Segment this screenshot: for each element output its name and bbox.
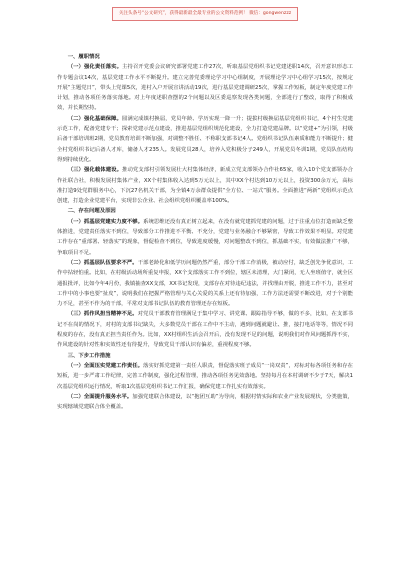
paragraph xyxy=(57,309,353,350)
paragraph xyxy=(57,392,353,413)
section-heading: 三、下步工作措施 xyxy=(67,352,111,359)
paragraph-lead: （一）强化责任落实。 xyxy=(67,64,123,71)
paragraph-lead: （三）强化载体建设。 xyxy=(67,167,123,174)
paragraph-lead: （三）抓作风担当精神不足。 xyxy=(67,311,138,318)
paragraph-text: 系统思维还没有真正树立起来，在没有就党建抓党建的问题，过于注重点位打造而缺乏整体推进，党建责任落实不到位，导致部分工作推进不平衡、不充分，党建与业务融合不够紧密，导致工作效果不明显。对党建工作存在“重部署、轻落实”的现象，督促检查不到位，导致进度缓慢，对问题整改不到位，抓基础不实，有效做法推广不够，争取项目不足。 xyxy=(57,218,353,256)
paragraph xyxy=(57,217,353,258)
promo-banner[interactable]: 关注头条号“公文研究”，获得最新最全最专业的公文资料范例！ 微信：gongwenzzz xyxy=(112,7,298,21)
paragraph xyxy=(57,62,353,113)
paragraph-text: 推动党支部村引领发展壮大村集体经济，新成立党支部领办合作社65家，收入10个党支部领办合作社联合社，积极发展村集体产业，XX个村集体收入达到5万元以上，其中XX个村达到10万元以上，投资300余万元，高标准打造9处党群服务中心，下沉27名机关干部，为全镇4万余群众提供“全方位、一站式”服务。全面推进“两新”党组织示范点创建，打造企业党建平台，实现非公企业、社会组织党组织覆盖率100%。 xyxy=(57,167,353,205)
section-heading: 二、存在问题及原因 xyxy=(67,208,116,215)
paragraph-lead: （二）全面提升服务水平。 xyxy=(67,393,133,400)
paragraph-text: 落实好抓党建第一责任人职责，督促落实班子成员“一岗双责”，对标对标各项任务和存在短板，进一步严肃工作纪律，完善工作制度，强化过程管理，推动各项任务见效落地。坚持每月在本村调研不少于7天，解决1次基层党组织运行情况，听取1次基层党组织书记工作汇报，确保党建工作扎实有效落实。 xyxy=(57,362,353,390)
paragraph-text: 圆满完成镇村换届，党员年龄、学历实现一降一升；提拔村级换届基层党组织书记，4个村生党建示范工作，配备党建专干；探索党建示范点建设，推进基层党组织规范化建设，全力打造党建品牌。以“党建+”为引领，村级后备干部培训班2期，党员教育培训不断加强，对调整不胜任、不称职支部书记4人。党组织书记队伍素质和能力不断提升；健全村党组织书记后备人才库，储备人才235人。发展党员28人，培养入党积极分子249人，开展党员冬训1期，党员队伍结构得到持续优化。 xyxy=(57,115,353,163)
paragraph xyxy=(57,258,353,309)
paragraph xyxy=(57,361,353,392)
paragraph-lead: （二）强化基础保障。 xyxy=(67,115,122,122)
section-heading: 一、履职情况 xyxy=(67,54,100,60)
paragraph xyxy=(57,114,353,165)
paragraph-text: 对党员干部教育管理满足于集中学习、讲党课、跟踪指导不够，做的不多，比如，在支部书记不在岗的情况下，对村的支部书记缺失，大多数党员干部在工作中不主动，遇到问题就避让、推，接打电话等等，情况不同程度的存在，没有真正担当责任作为。比如，XX村组织生活会召开后，没有发现不足的问题，说明我们对作风问题抓得不实，作风建设的针对性和实效性还有待提升，导致党员干部认识有偏差，重视程度不够。 xyxy=(57,311,354,349)
paragraph-text: 加强党建联合体建设，以“抱团互助”为导向，根据村情实际和农业产业发展现状，分类施策，实现辖域党建联合体全覆盖。 xyxy=(57,393,353,411)
paragraph-lead: （二）抓基层队伍要求不严。 xyxy=(67,259,138,266)
paragraph-lead: （一）抓基层党建实力度不够。 xyxy=(67,218,144,225)
paragraph-text: 干部老龄化和低学历问题仍然严重，部分干部工作消极，被动应付，缺乏创先争优意识，工作中拈轻怕重。比如，在村级活动场所重复申报，XX个支部落实工作不到位，辖区未清理，大门紧闭，无人坐班值守，就全区通报批评，比如今年4月份，我镇抽查XX支部，XX书记发现，支部存在对待违纪违法，并找理由开脱，推进工作不力，甚至对工作中的小事也要“扯皮”，说明我们在把握严格管理与关心关爱的关系上还有待加强，工作方法还需要不断改进，对于个别能力不足，甚至不作为的干部，平常对支部书记队伍的教育管理还存在短板。 xyxy=(57,259,354,308)
paragraph-lead: （一）全面压实党建工作责任。 xyxy=(67,362,143,369)
paragraph xyxy=(57,165,353,206)
paragraph-text: 主持召开党委会议研究部署党建工作27次，听取基层党组织书记党建述职14次，召开意识形态工作专题会议14次，基层党建工作水平不断提升。建立完善党委理论学习中心组制度，开展理论学习中心组学习15次，按规定开展“主题党日”，带头上党课5次，进村入户开展宣讲活动19次，进行基层党建调研25次，掌握工作短板，制定年度党建工作计划，推动各项任务落实落地。对上年度述职查摆的2个问题以及区委巡察发现各类问题，全部进行了整改，取得了积极成效，并长期坚持。 xyxy=(57,64,353,112)
document-body xyxy=(57,52,353,412)
